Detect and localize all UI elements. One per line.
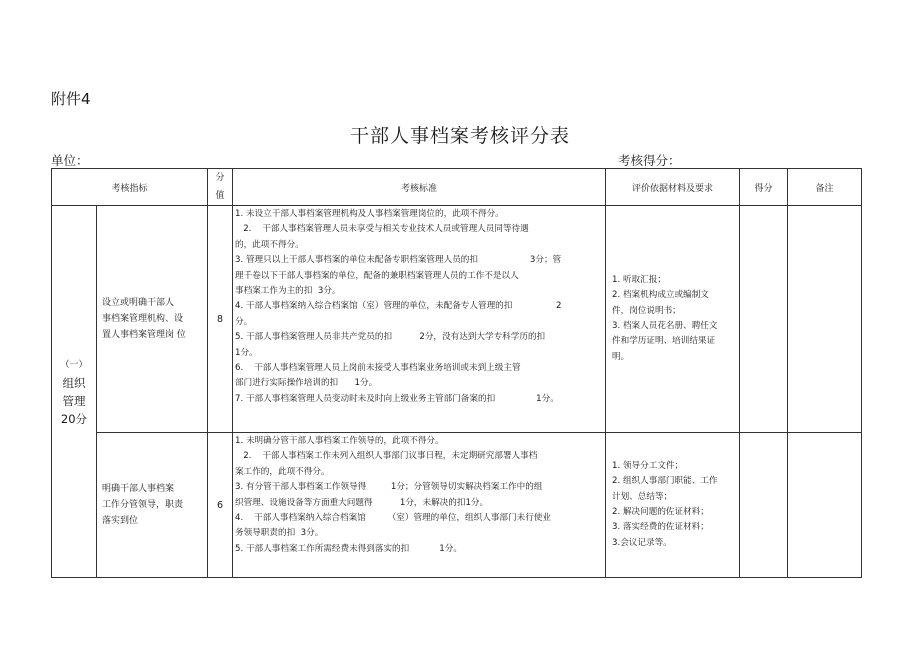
attachment-label: 附件4 <box>51 90 91 108</box>
evidence-cell <box>606 206 740 433</box>
header-evidence: 评价依据材料及要求 <box>606 169 740 206</box>
criteria-line: 3. 管理只以上干部人事档案的单位未配备专职档案管理人员的扣 3分；管 <box>235 255 562 266</box>
criteria-line: 部门进行实际操作培训的扣 1分。 <box>235 378 378 389</box>
criteria-line: 1分。 <box>235 347 258 358</box>
score-cell[interactable] <box>740 206 788 433</box>
evidence-line: 计划、总结等； <box>612 491 673 502</box>
criteria-line: 5. 干部人事档案管理人员非共产党员的扣 2分，没有达到大学专科学历的扣 <box>235 332 546 343</box>
indicator-line: 落实到位 <box>102 516 139 526</box>
points-cell: 6 <box>208 433 233 578</box>
category-cell <box>52 206 97 578</box>
category-line: 20分 <box>60 411 88 426</box>
criteria-line: 7. 干部人事档案管理人员变动时未及时向上级业务主管部门备案的扣 1分。 <box>235 393 559 404</box>
indicator-cell <box>97 433 208 578</box>
evidence-line: 1. 听取汇报； <box>612 274 666 285</box>
evidence-line: 2. 档案机构成立或编制文 <box>612 290 709 301</box>
header-points-top: 分 <box>215 173 225 183</box>
category-line: （一） <box>60 359 88 370</box>
evidence-line: 明。 <box>612 351 630 362</box>
header-points-bottom: 值 <box>215 191 225 201</box>
document-title: 干部人事档案考核评分表 <box>349 125 570 147</box>
header-score: 得分 <box>740 169 788 206</box>
table-row <box>52 433 862 578</box>
remarks-cell[interactable] <box>788 433 862 578</box>
evaluation-table <box>51 168 862 578</box>
criteria-line: 1. 未明确分管干部人事档案工作领导的，此项不得分。 <box>235 436 444 446</box>
header-points <box>208 169 233 206</box>
indicator-cell <box>97 206 208 433</box>
criteria-line: 的，此项不得分。 <box>235 239 304 250</box>
category-line: 组织 <box>62 375 86 390</box>
criteria-line: 案工作的，此项不得分。 <box>235 466 330 477</box>
evidence-line: 2. 组织人事部门职能、工作 <box>612 476 718 487</box>
unit-label: 单位： <box>51 153 89 168</box>
criteria-line: 4. 干部人事档案纳入综合档案馆 （室）管理的单位，组织人事部门未行使业 <box>235 513 551 524</box>
evidence-cell <box>606 433 740 578</box>
indicator-line: 明确干部人事档案 <box>102 484 175 494</box>
points-cell: 8 <box>208 206 233 433</box>
table-header-row <box>52 169 862 206</box>
criteria-line: 2. 干部人事档案工作未列入组织人事部门议事日程，未定期研究部署人事档 <box>235 451 538 462</box>
criteria-line: 分。 <box>235 316 253 327</box>
criteria-line: 6. 干部人事档案管理人员上岗前未接受人事档案业务培训或未到上级主管 <box>235 363 521 374</box>
criteria-line: 4. 干部人事档案纳入综合档案馆（室）管理的单位，未配备专人管理的扣 2 <box>235 301 562 312</box>
total-score-label: 考核得分： <box>618 153 681 168</box>
indicator-line: 置人事档案管理岗 位 <box>102 330 186 340</box>
evidence-line: 件和学历证明、培训结果证 <box>612 336 716 347</box>
evidence-line: 件，岗位说明书； <box>612 305 681 316</box>
criteria-line: 2. 干部人事档案管理人员未享受与相关专业技术人员或管理人员同等待遇 <box>235 224 529 235</box>
header-remarks: 备注 <box>788 169 862 206</box>
score-cell[interactable] <box>740 433 788 578</box>
evidence-line: 2. 解决问题的佐证材料； <box>612 507 709 517</box>
criteria-line: 3. 有分管干部人事档案工作领导得 1分；分管领导切实解决档案工作中的组 <box>235 482 543 493</box>
criteria-line: 织管理、设施设备等方面重大问题得 1分，未解决的扣1分。 <box>235 497 489 508</box>
evidence-line: 1. 领导分工文件； <box>612 460 684 471</box>
criteria-cell <box>233 206 606 433</box>
criteria-line: 务领导职责的扣 3分。 <box>235 528 324 539</box>
criteria-line: 事档案工作为主的扣 3分。 <box>235 286 341 297</box>
criteria-line: 理千卷以下干部人事档案的单位，配备的兼职档案管理人员的工作不是以人 <box>235 270 519 281</box>
category-line: 管理 <box>62 393 86 408</box>
indicator-line: 事档案管理机构、设 <box>102 314 184 324</box>
header-criteria: 考核标准 <box>233 169 606 206</box>
indicator-line: 设立或明确干部人 <box>102 298 175 308</box>
criteria-line: 5. 干部人事档案工作所需经费未得到落实的扣 1分。 <box>235 543 462 554</box>
criteria-cell <box>233 433 606 578</box>
evidence-line: 3.会议记录等。 <box>612 537 672 548</box>
criteria-line: 1. 未设立干部人事档案管理机构及人事档案管理岗位的，此项不得分。 <box>235 209 504 219</box>
evidence-line: 3. 档案人员花名册、聘任文 <box>612 321 718 331</box>
header-indicator: 考核指标 <box>52 169 208 206</box>
indicator-line: 工作分管领导，职责 <box>102 500 184 510</box>
table-row <box>52 206 862 433</box>
evidence-line: 3. 落实经费的佐证材料； <box>612 522 709 533</box>
remarks-cell[interactable] <box>788 206 862 433</box>
